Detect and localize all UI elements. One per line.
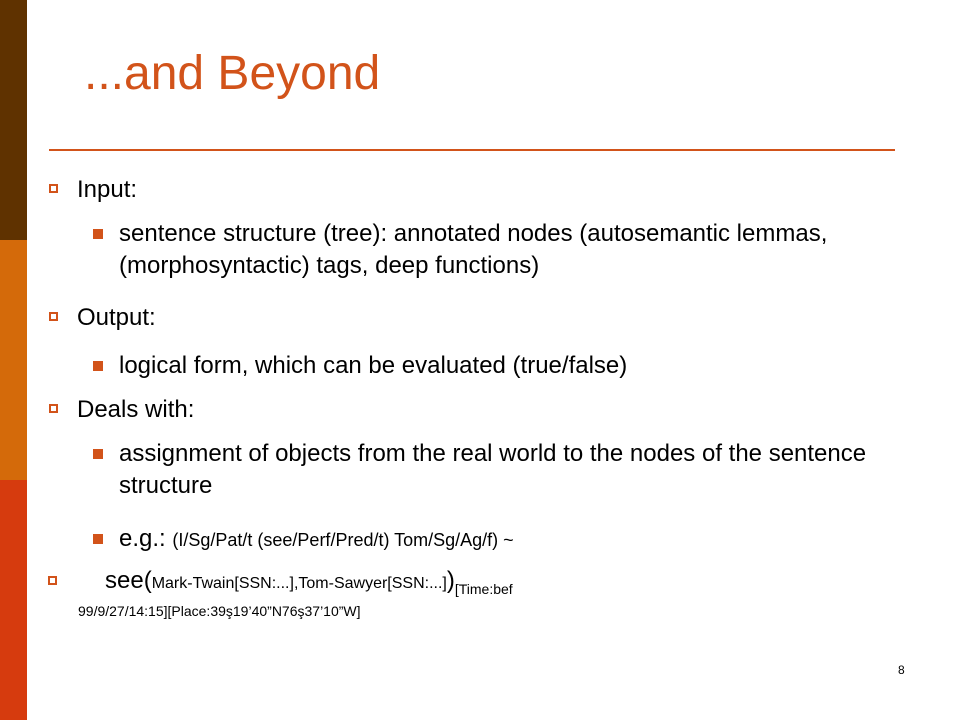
- formula-head: see(: [105, 567, 152, 594]
- bullet-deals-example: [119, 523, 949, 556]
- filled-square-bullet-icon: [93, 449, 103, 459]
- side-bar-bottom: [0, 480, 27, 720]
- bullet-output-label: Output:: [77, 304, 156, 331]
- formula-subscript: [Time:bef: [454, 581, 513, 597]
- hollow-square-bullet-icon: [49, 312, 58, 321]
- bullet-deals-label: Deals with:: [77, 396, 195, 423]
- slide-title: ...and Beyond: [84, 47, 381, 100]
- filled-square-bullet-icon: [93, 361, 103, 371]
- filled-square-bullet-icon: [93, 534, 103, 544]
- bullet-input-sub: [119, 218, 949, 282]
- bullet-input: [77, 174, 137, 206]
- example-label: e.g.:: [119, 525, 166, 552]
- bullet-output-sub-text: logical form, which can be evaluated (true/false): [119, 352, 628, 379]
- title-divider: [49, 149, 895, 151]
- side-bar-top: [0, 0, 27, 240]
- bullet-deals: [77, 394, 194, 426]
- formula-continuation: 99/9/27/14:15][Place:39ş19’40”N76ş37’10”W]: [78, 603, 361, 619]
- example-text: (I/Sg/Pat/t (see/Perf/Pred/t) Tom/Sg/Ag/f) ~: [172, 530, 514, 550]
- bullet-output-sub: [119, 350, 949, 382]
- bullet-input-label: Input:: [77, 176, 138, 203]
- bullet-input-sub-text: sentence structure (tree): annotated nodes (autosemantic lemmas, (morphosyntactic) tags, deep functions): [119, 220, 828, 279]
- formula-close: ): [446, 567, 455, 594]
- filled-square-bullet-icon: [93, 229, 103, 239]
- formula-text: [105, 568, 513, 597]
- hollow-square-bullet-icon: [49, 404, 58, 413]
- side-bar-middle: [0, 240, 27, 480]
- hollow-square-bullet-icon: [48, 576, 57, 585]
- formula-args: Mark-Twain[SSN:...],Tom-Sawyer[SSN:...]: [151, 575, 447, 592]
- bullet-deals-sub1: [119, 438, 949, 502]
- hollow-square-bullet-icon: [49, 184, 58, 193]
- bullet-deals-sub1-text: assignment of objects from the real world to the nodes of the sentence structure: [119, 440, 867, 499]
- bullet-output: [77, 302, 156, 334]
- page-number: 8: [898, 663, 905, 677]
